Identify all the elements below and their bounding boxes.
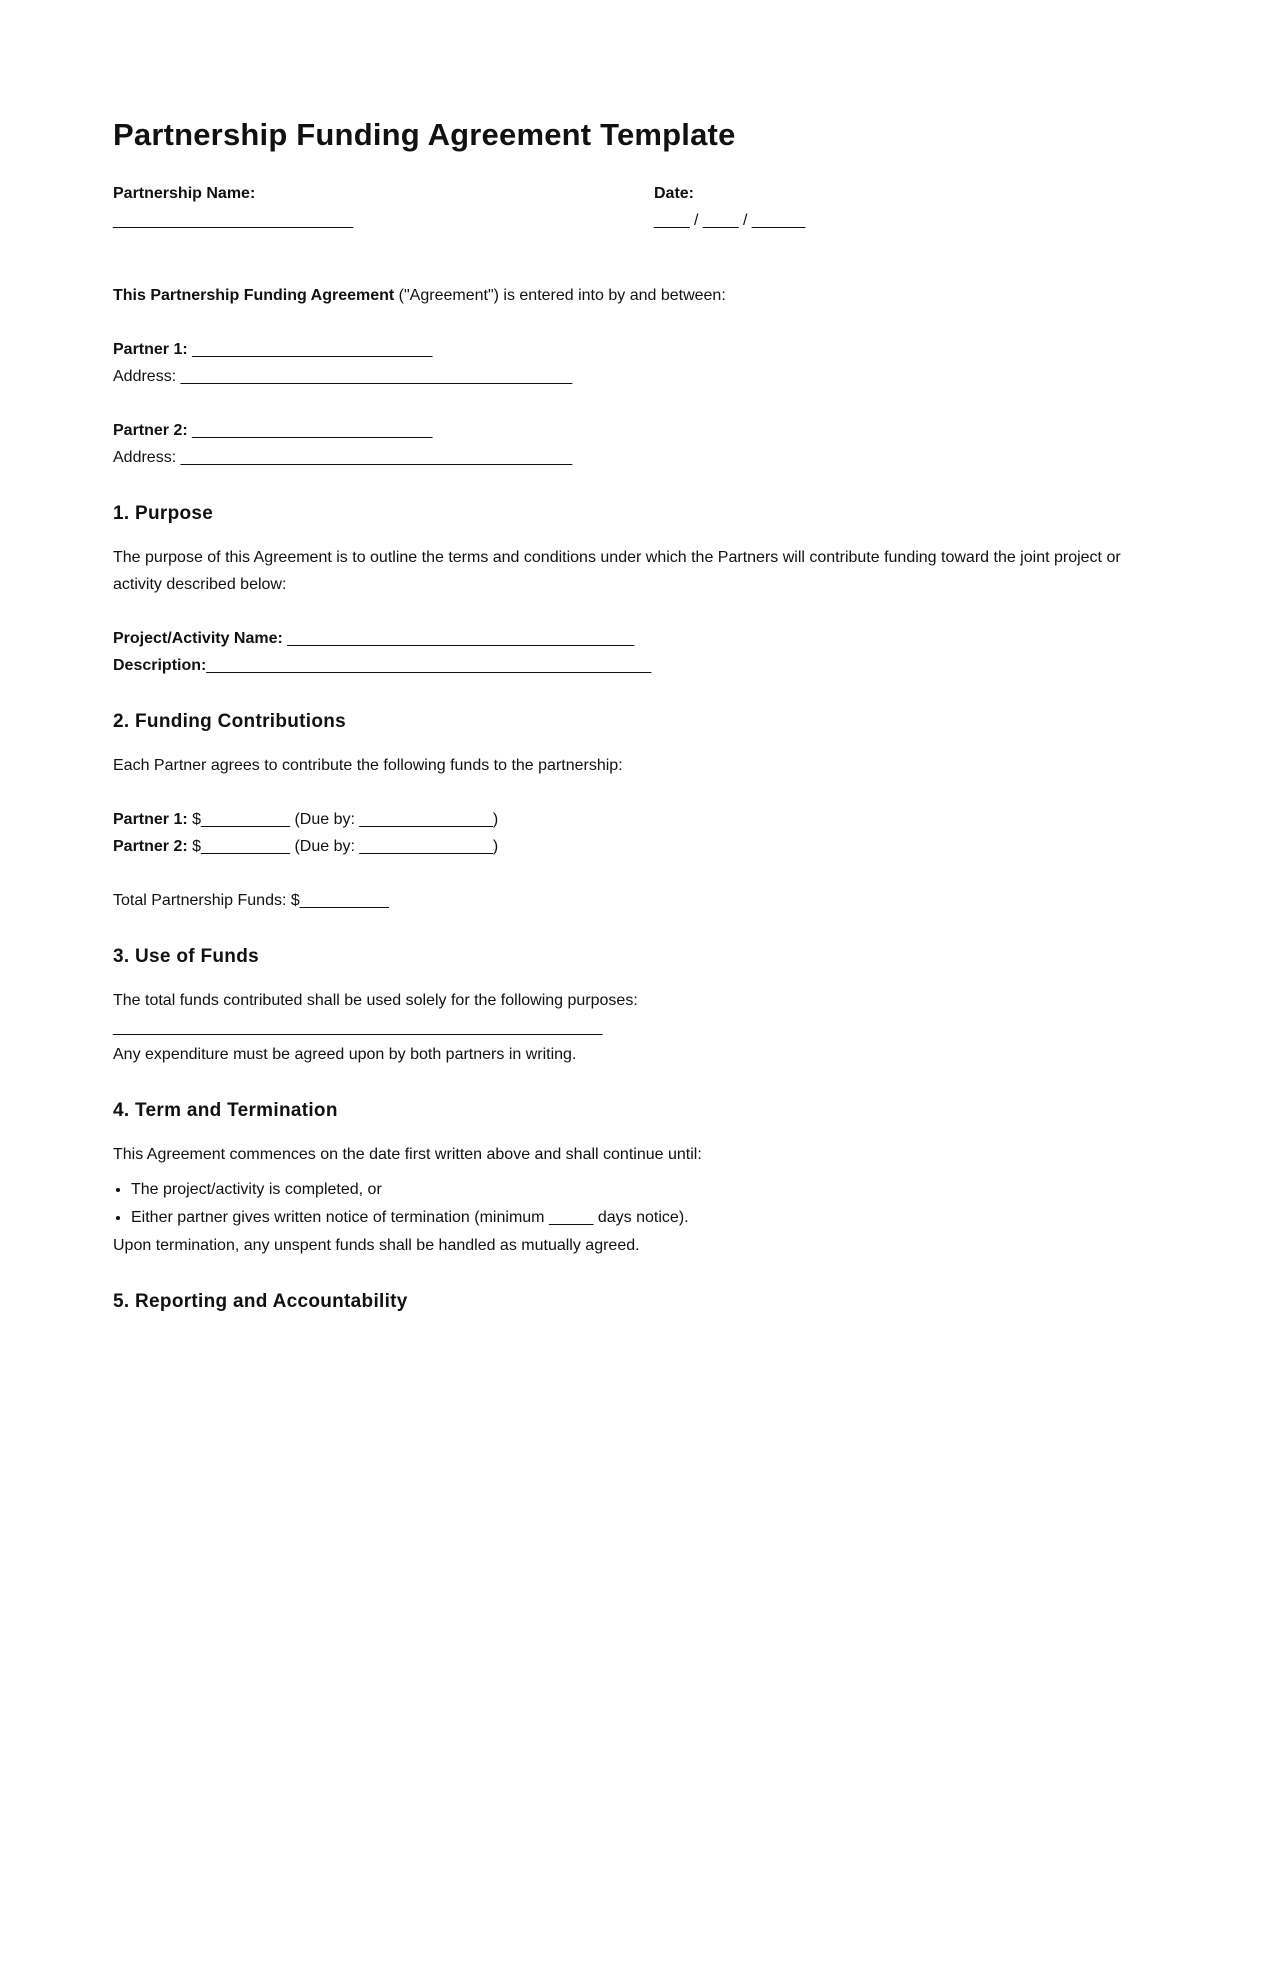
- term-closing: Upon termination, any unspent funds shall be handled as mutually agreed.: [113, 1237, 640, 1254]
- document-content: [113, 112, 1153, 1318]
- term-bullet-1: • The project/activity is completed, or: [131, 1176, 1153, 1204]
- section-term-heading: 4. Term and Termination: [113, 1100, 338, 1121]
- term-text: This Agreement commences on the date first written above and shall continue until:: [113, 1146, 702, 1163]
- use-of-funds-text: The total funds contributed shall be used solely for the following purposes:: [113, 992, 638, 1009]
- header-fields: [113, 184, 1153, 254]
- partner-2-address-label: Address:: [113, 449, 177, 466]
- funding-partner-2-blank[interactable]: $__________ (Due by: _______________): [187, 838, 499, 855]
- project-fields: [113, 625, 1153, 679]
- intro-rest: ("Agreement") is entered into by and between:: [394, 287, 726, 304]
- funding-partner-1-label: Partner 1:: [113, 811, 188, 828]
- funding-partner-2-label: Partner 2:: [113, 838, 188, 855]
- description-blank[interactable]: __________________________________________________: [206, 657, 652, 674]
- date-label: Date:: [654, 185, 695, 202]
- term-bullet-list: [113, 1176, 1153, 1232]
- total-funds-line[interactable]: Total Partnership Funds: $__________: [113, 892, 389, 909]
- partnership-name-field: [113, 184, 353, 231]
- section-use-of-funds-heading: 3. Use of Funds: [113, 946, 259, 967]
- partner-2-name-blank[interactable]: ___________________________: [187, 422, 433, 439]
- partner-1-address-blank[interactable]: ____________________________________________: [176, 368, 573, 385]
- partnership-name-blank[interactable]: ___________________________: [113, 212, 354, 229]
- project-name-blank[interactable]: _______________________________________: [282, 630, 635, 647]
- partner-2-label: Partner 2:: [113, 422, 188, 439]
- section-purpose-heading: 1. Purpose: [113, 503, 214, 524]
- partner-1-name-blank[interactable]: ___________________________: [187, 341, 433, 358]
- intro-bold: This Partnership Funding Agreement: [113, 287, 395, 304]
- use-of-funds-note: Any expenditure must be agreed upon by both partners in writing.: [113, 1046, 577, 1063]
- use-of-funds-blank[interactable]: _______________________________________________________: [113, 1019, 603, 1036]
- funding-row-partner-1: [113, 806, 1153, 833]
- purpose-text: The purpose of this Agreement is to outline the terms and conditions under which the Partners will contribute funding toward the joint project or activity described below:: [113, 549, 1121, 593]
- funding-text: Each Partner agrees to contribute the following funds to the partnership:: [113, 757, 623, 774]
- partner-1-block: [113, 336, 1153, 390]
- partner-2-address-blank[interactable]: ____________________________________________: [176, 449, 573, 466]
- date-blank[interactable]: ____ / ____ / ______: [654, 212, 806, 229]
- project-name-label: Project/Activity Name:: [113, 630, 283, 647]
- description-label: Description:: [113, 657, 207, 674]
- term-bullet-2: • Either partner gives written notice of termination (minimum _____ days notice).: [131, 1204, 1153, 1232]
- document-title: Partnership Funding Agreement Template: [113, 117, 736, 152]
- section-funding-heading: 2. Funding Contributions: [113, 711, 347, 732]
- partner-2-block: [113, 417, 1153, 471]
- date-field: [654, 184, 805, 231]
- partner-1-label: Partner 1:: [113, 341, 188, 358]
- partnership-name-label: Partnership Name:: [113, 185, 256, 202]
- funding-partner-1-blank[interactable]: $__________ (Due by: _______________): [187, 811, 499, 828]
- funding-rows: [113, 806, 1153, 860]
- intro-paragraph: [113, 282, 1153, 309]
- section-reporting-heading: 5. Reporting and Accountability: [113, 1291, 408, 1312]
- funding-row-partner-2: [113, 833, 1153, 860]
- partner-1-address-label: Address:: [113, 368, 177, 385]
